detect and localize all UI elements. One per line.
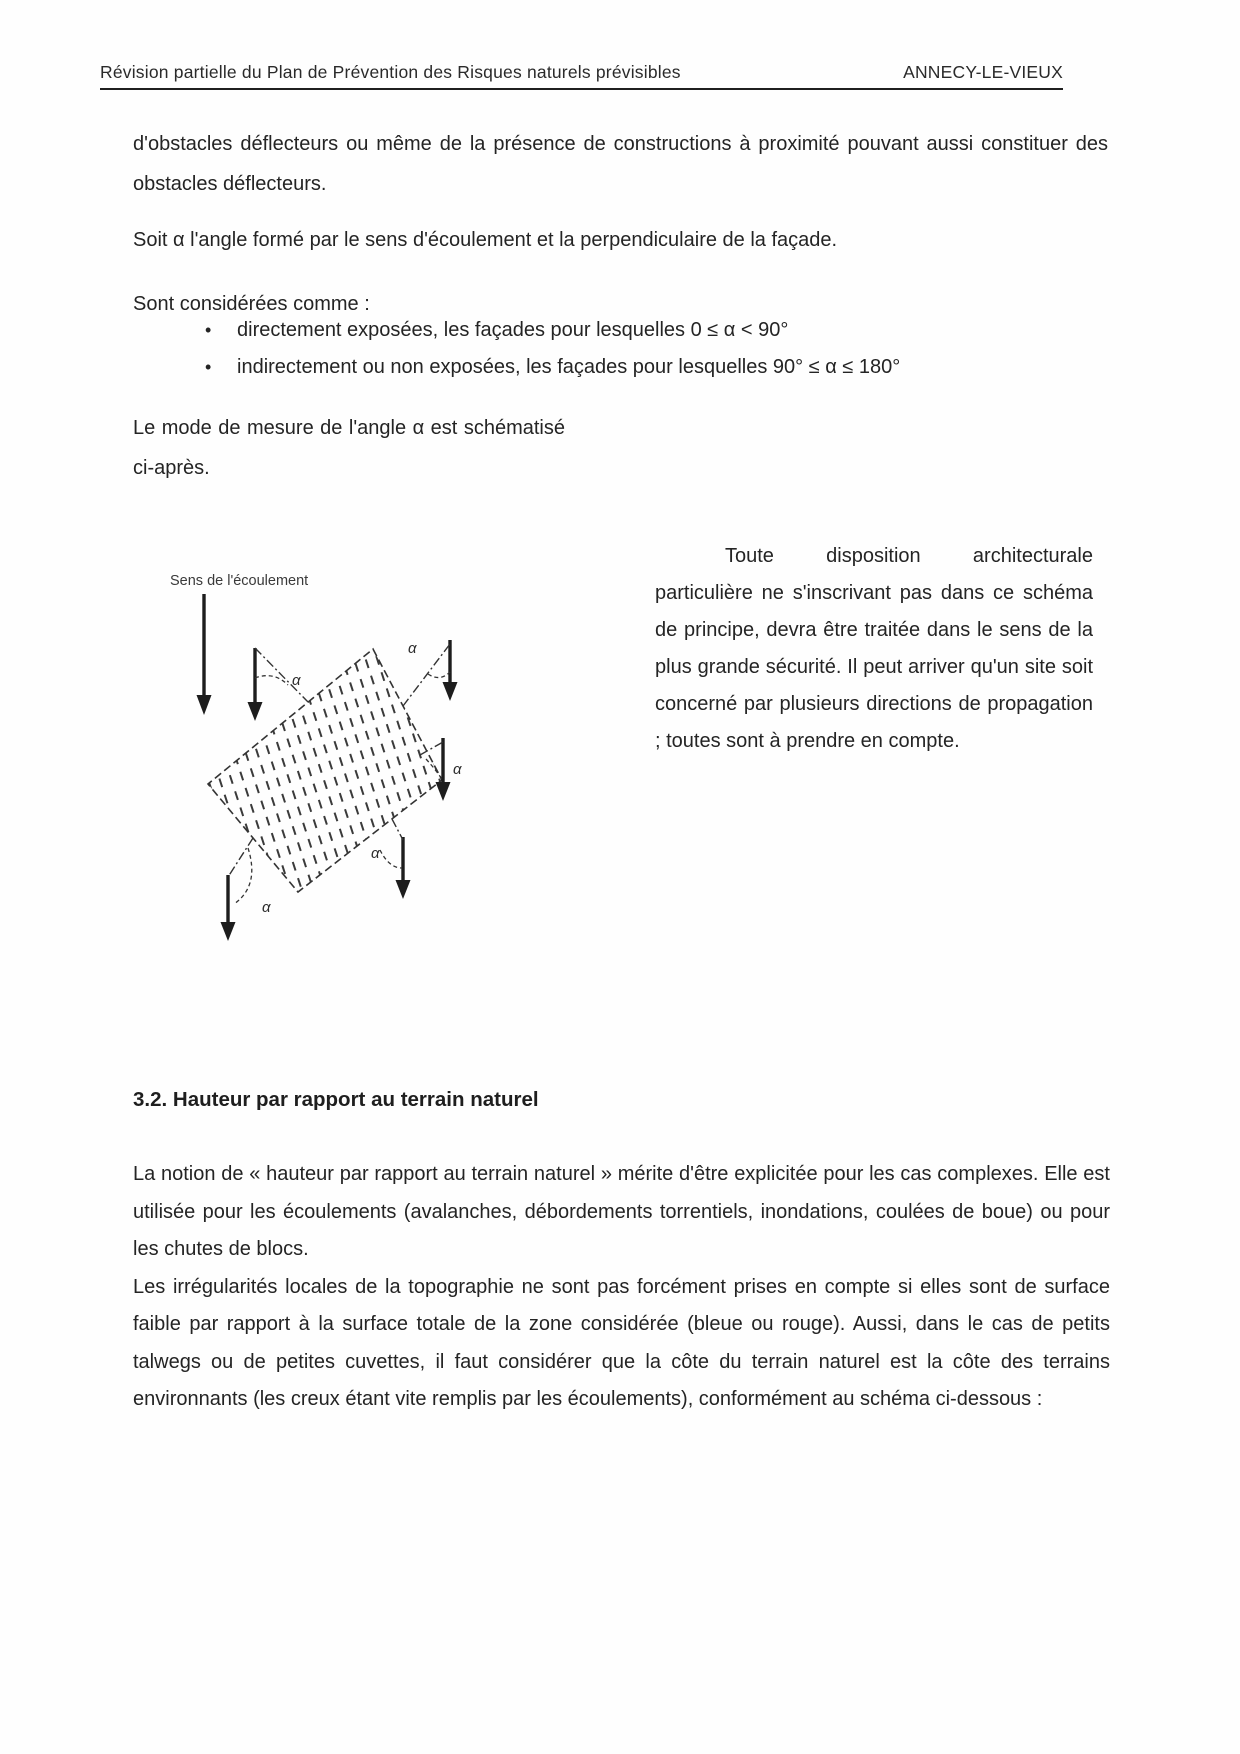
facade-bullet-list xyxy=(205,316,985,390)
bullet-text-indirectly-exposed: indirectement ou non exposées, les façades pour lesquelles 90° ≤ α ≤ 180° xyxy=(237,356,901,378)
section-heading-3-2: 3.2. Hauteur par rapport au terrain naturel xyxy=(133,1088,539,1111)
alpha-angle-label: α xyxy=(262,899,271,916)
alpha-angle-label: α xyxy=(371,845,380,862)
flow-arrow xyxy=(396,837,411,899)
header-title-right: ANNECY-LE-VIEUX xyxy=(903,62,1063,82)
flow-arrow xyxy=(436,738,451,801)
paragraph-mode-mesure: Le mode de mesure de l'angle α est schématisé ci-après. xyxy=(133,417,565,479)
bullet-text-directly-exposed: directement exposées, les façades pour lesquelles 0 ≤ α < 90° xyxy=(237,319,789,341)
alpha-angle-label: α xyxy=(292,672,301,689)
flow-arrow-main xyxy=(197,594,212,715)
perpendicular-line xyxy=(392,819,403,840)
paragraph-disposition-architecturale: Toute disposition architecturale particulière ne s'inscrivant pas dans ce schéma de principe, devra être traitée dans le sens de la plus grande sécurité. Il peut arriver qu'un site soit concerné par plusieurs directions de propagation ; toutes sont à prendre en compte. xyxy=(655,545,1093,752)
angle-arc xyxy=(380,850,402,868)
alpha-angle-label: α xyxy=(453,761,462,778)
angle-arc xyxy=(234,848,252,904)
perpendicular-line xyxy=(228,838,253,877)
list-item xyxy=(205,316,985,344)
flow-arrow xyxy=(221,875,236,941)
page-header xyxy=(100,62,1063,90)
list-item xyxy=(205,353,985,381)
paragraph-notion-hauteur: La notion de « hauteur par rapport au terrain naturel » mérite d'être explicitée pour les cas complexes. Elle est utilisée pour les écoulements (avalanches, débordements torrentiels, inondations, coulées de boue) ou pour les chutes de blocs. xyxy=(133,1163,1110,1260)
angle-measurement-diagram xyxy=(140,552,485,972)
bullet-icon: • xyxy=(205,357,212,377)
lower-paragraphs xyxy=(133,1156,1110,1419)
building-footprint-hatched xyxy=(208,649,442,892)
paragraph-irregularites: Les irrégularités locales de la topographie ne sont pas forcément prises en compte si elles sont de surface faible par rapport à la surface totale de la zone considérée (bleue ou rouge). Aussi, dans le cas de petits talwegs ou de petites cuvettes, il faut considérer que la côte du terrain naturel est la côte des terrains environnants (les creux étant vite remplis par les écoulements), conformément au schéma ci-dessous : xyxy=(133,1275,1110,1410)
paragraph-considerees: Sont considérées comme : xyxy=(133,293,370,315)
bullet-icon: • xyxy=(205,320,212,340)
angle-arc xyxy=(428,672,450,678)
alpha-angle-label: α xyxy=(408,640,417,657)
paragraph-angle-definition: Soit α l'angle formé par le sens d'écoulement et la perpendiculaire de la façade. xyxy=(133,229,838,251)
flow-arrow xyxy=(443,640,458,701)
header-title-left: Révision partielle du Plan de Prévention des Risques naturels prévisibles xyxy=(100,62,681,82)
flow-direction-label: Sens de l'écoulement xyxy=(170,573,309,589)
paragraph-obstacles: d'obstacles déflecteurs ou même de la présence de constructions à proximité pouvant aussi constituer des obstacles déflecteurs. xyxy=(133,133,1108,195)
flow-arrow xyxy=(248,648,263,721)
